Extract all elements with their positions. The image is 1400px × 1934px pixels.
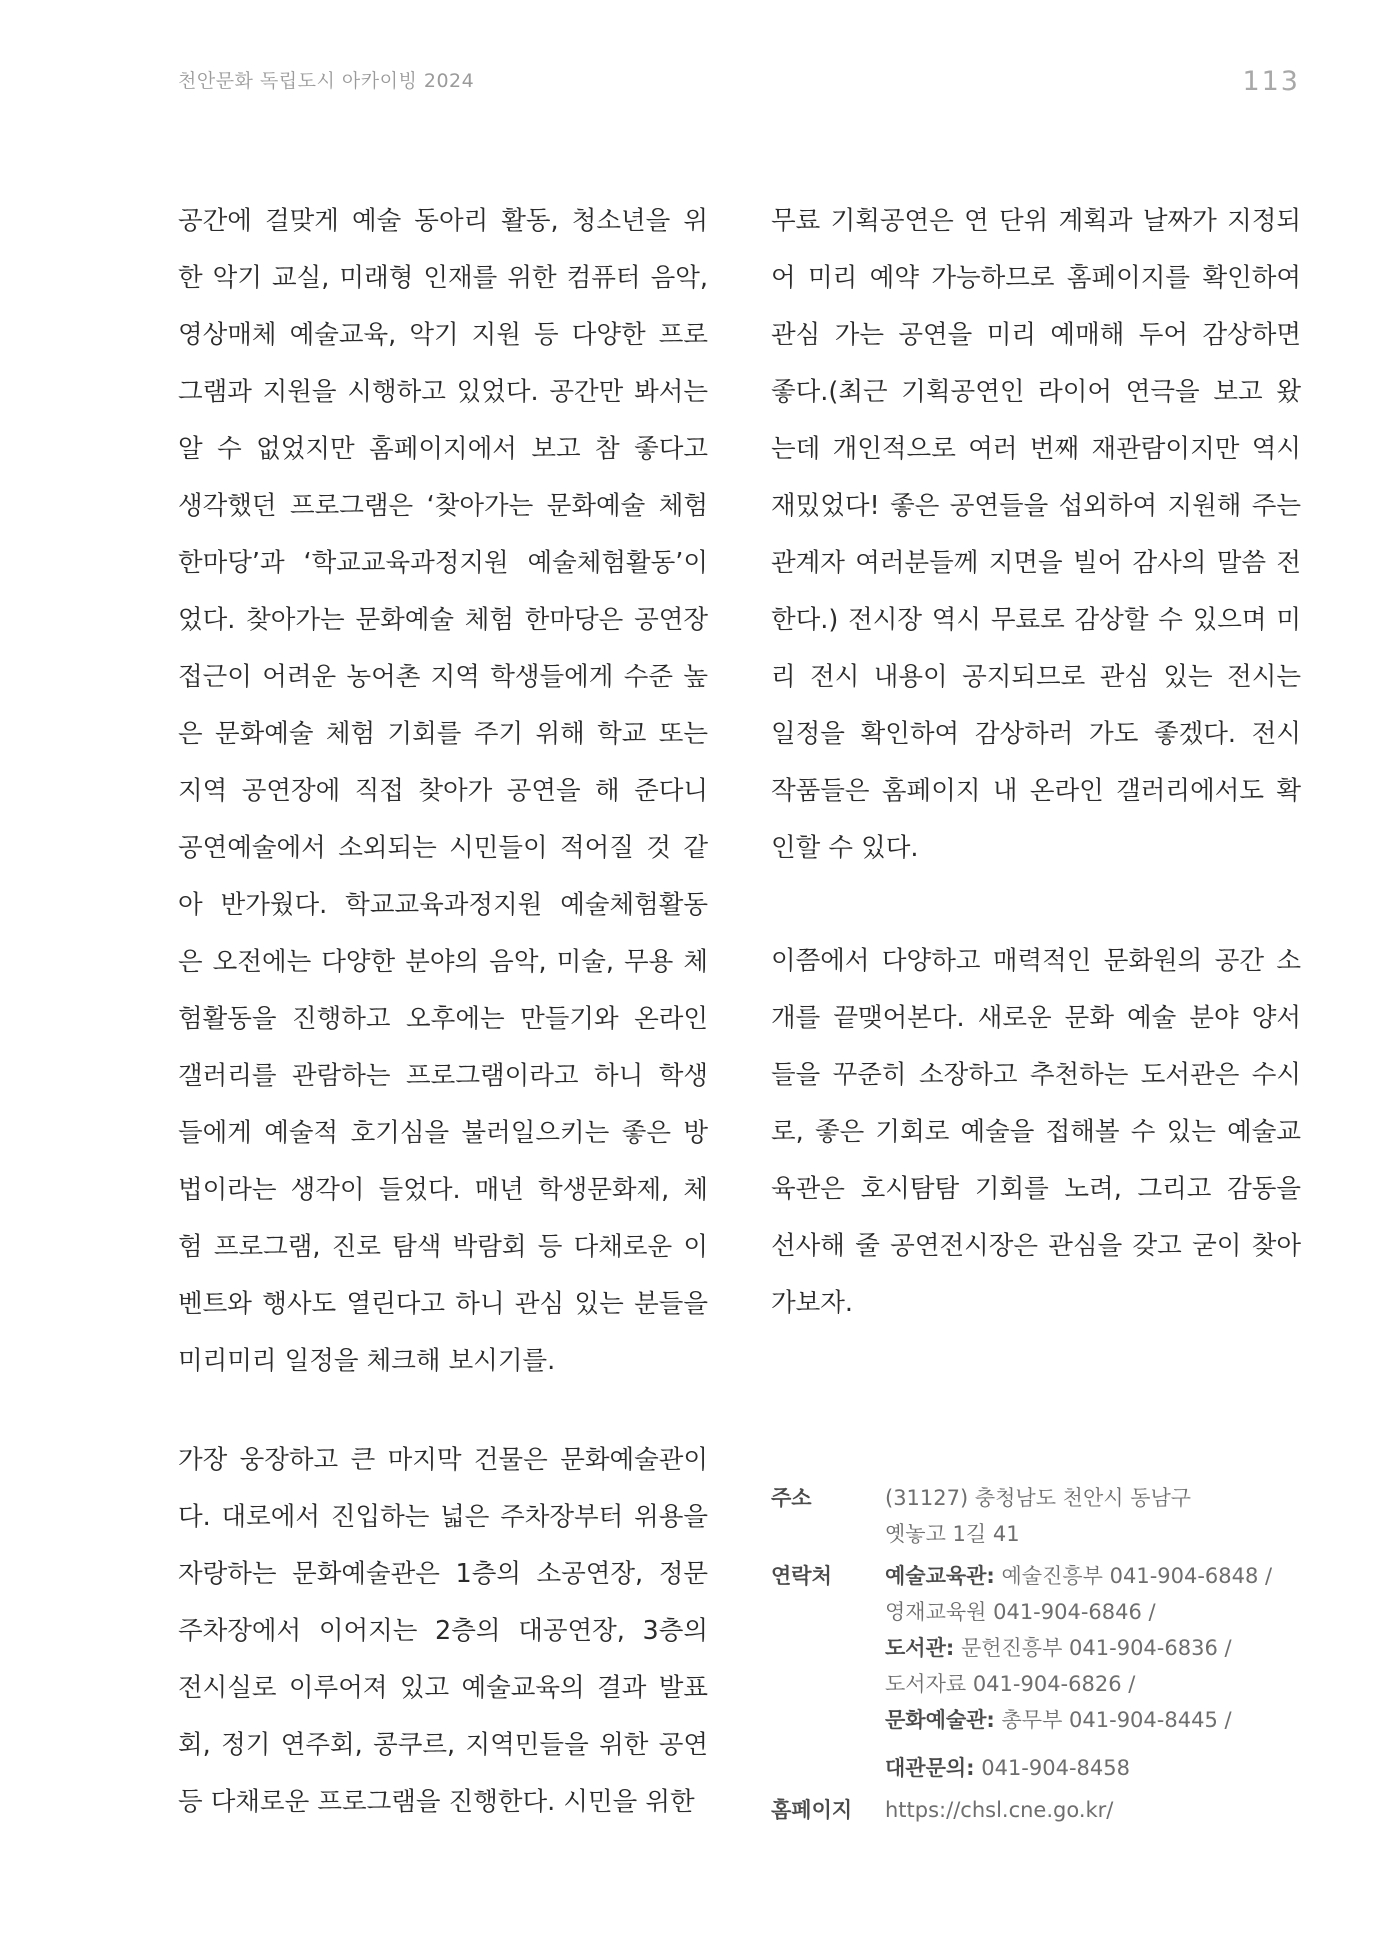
text-line: 갤러리를 관람하는 프로그램이라고 하니 학생 [178, 1061, 708, 1091]
address-line: (31127) 충청남도 천안시 동남구 [885, 1486, 1192, 1510]
rental-phone: 041-904-8458 [974, 1756, 1130, 1780]
culture-phone: 총무부 041-904-8445 / [994, 1708, 1232, 1732]
text-line: 미리미리 일정을 체크해 보시기를. [178, 1346, 556, 1376]
text-line: 접근이 어려운 농어촌 지역 학생들에게 수준 높 [178, 662, 708, 692]
left-paragraph-2 [178, 1432, 708, 1831]
text-line: 주차장에서 이어지는 2층의 대공연장, 3층의 [178, 1616, 708, 1646]
text-line: 는데 개인적으로 여러 번째 재관람이지만 역시 [771, 434, 1301, 464]
contact-line [885, 1702, 1311, 1738]
text-line: 선사해 줄 공연전시장은 관심을 갖고 굳이 찾아 [771, 1231, 1301, 1261]
culture-label: 문화예술관: [885, 1708, 995, 1732]
contact-line: 도서자료 041-904-6826 / [885, 1672, 1136, 1696]
address-line: 옛놓고 1길 41 [885, 1522, 1020, 1546]
running-head: 천안문화 독립도시 아카이빙 2024 [178, 70, 475, 92]
text-line: 관심 가는 공연을 미리 예매해 두어 감상하면 [771, 320, 1301, 350]
left-paragraph-1 [178, 193, 708, 1390]
page-number: 113 [1242, 66, 1300, 97]
text-line: 알 수 없었지만 홈페이지에서 보고 참 좋다고 [178, 434, 708, 464]
right-paragraph-1 [771, 193, 1301, 877]
text-line: 험 프로그램, 진로 탐색 박람회 등 다채로운 이 [178, 1232, 708, 1262]
text-line: 리 전시 내용이 공지되므로 관심 있는 전시는 [771, 662, 1301, 692]
contact-line [885, 1630, 1311, 1666]
text-line: 관계자 여러분들께 지면을 빌어 감사의 말씀 전 [771, 548, 1301, 578]
text-line: 공연예술에서 소외되는 시민들이 적어질 것 같 [178, 833, 708, 863]
text-line: 공간에 걸맞게 예술 동아리 활동, 청소년을 위 [178, 206, 708, 236]
text-line: 었다. 찾아가는 문화예술 체험 한마당은 공연장 [178, 605, 708, 635]
text-line: 그램과 지원을 시행하고 있었다. 공간만 봐서는 [178, 377, 708, 407]
library-phone: 문헌진흥부 041-904-6836 / [954, 1636, 1232, 1660]
text-line: 은 오전에는 다양한 분야의 음악, 미술, 무용 체 [178, 947, 708, 977]
text-line: 법이라는 생각이 들었다. 매년 학생문화제, 체 [178, 1175, 708, 1205]
contact-line: 영재교육원 041-904-6846 / [885, 1600, 1156, 1624]
text-line: 험활동을 진행하고 오후에는 만들기와 온라인 [178, 1004, 708, 1034]
homepage-row [771, 1792, 1311, 1828]
contact-line [885, 1750, 1311, 1786]
arts-edu-label: 예술교육관: [885, 1564, 995, 1588]
text-line: 재밌었다! 좋은 공연들을 섭외하여 지원해 주는 [771, 491, 1301, 521]
info-box [771, 1480, 1311, 1828]
homepage-link[interactable]: https://chsl.cne.go.kr/ [885, 1798, 1114, 1822]
text-line: 아 반가웠다. 학교교육과정지원 예술체험활동 [178, 890, 708, 920]
text-line: 생각했던 프로그램은 ‘찾아가는 문화예술 체험 [178, 491, 708, 521]
text-line: 작품들은 홈페이지 내 온라인 갤러리에서도 확 [771, 776, 1301, 806]
text-line: 벤트와 행사도 열린다고 하니 관심 있는 분들을 [178, 1289, 708, 1319]
text-line: 한다.) 전시장 역시 무료로 감상할 수 있으며 미 [771, 605, 1301, 635]
text-line: 등 다채로운 프로그램을 진행한다. 시민을 위한 [178, 1787, 695, 1817]
address-row [771, 1480, 1311, 1552]
contact-line [885, 1558, 1311, 1594]
text-line: 들에게 예술적 호기심을 불러일으키는 좋은 방 [178, 1118, 708, 1148]
text-line: 이쯤에서 다양하고 매력적인 문화원의 공간 소 [771, 946, 1301, 976]
text-line: 영상매체 예술교육, 악기 지원 등 다양한 프로 [178, 320, 708, 350]
right-paragraph-2 [771, 933, 1301, 1332]
text-line: 회, 정기 연주회, 콩쿠르, 지역민들을 위한 공연 [178, 1730, 708, 1760]
arts-edu-phone: 예술진흥부 041-904-6848 / [994, 1564, 1273, 1588]
text-line: 한마당’과 ‘학교교육과정지원 예술체험활동’이 [178, 548, 708, 578]
text-line: 어 미리 예약 가능하므로 홈페이지를 확인하여 [771, 263, 1301, 293]
text-line: 로, 좋은 기회로 예술을 접해볼 수 있는 예술교 [771, 1117, 1301, 1147]
homepage-label: 홈페이지 [771, 1798, 853, 1822]
text-line: 자랑하는 문화예술관은 1층의 소공연장, 정문 [178, 1559, 708, 1589]
text-line: 육관은 호시탐탐 기회를 노려, 그리고 감동을 [771, 1174, 1301, 1204]
contact-label: 연락처 [771, 1564, 832, 1588]
text-line: 한 악기 교실, 미래형 인재를 위한 컴퓨터 음악, [178, 263, 708, 293]
text-line: 가장 웅장하고 큰 마지막 건물은 문화예술관이 [178, 1445, 708, 1475]
text-line: 지역 공연장에 직접 찾아가 공연을 해 준다니 [178, 776, 708, 806]
text-line: 전시실로 이루어져 있고 예술교육의 결과 발표 [178, 1673, 708, 1703]
rental-label: 대관문의: [885, 1756, 975, 1780]
text-line: 들을 꾸준히 소장하고 추천하는 도서관은 수시 [771, 1060, 1301, 1090]
text-line: 무료 기획공연은 연 단위 계획과 날짜가 지정되 [771, 206, 1301, 236]
contact-row [771, 1558, 1311, 1786]
text-line: 다. 대로에서 진입하는 넓은 주차장부터 위용을 [178, 1502, 708, 1532]
text-line: 은 문화예술 체험 기회를 주기 위해 학교 또는 [178, 719, 708, 749]
library-label: 도서관: [885, 1636, 955, 1660]
text-line: 좋다.(최근 기획공연인 라이어 연극을 보고 왔 [771, 377, 1301, 407]
text-line: 인할 수 있다. [771, 833, 919, 863]
text-line: 개를 끝맺어본다. 새로운 문화 예술 분야 양서 [771, 1003, 1301, 1033]
text-line: 일정을 확인하여 감상하러 가도 좋겠다. 전시 [771, 719, 1301, 749]
address-label: 주소 [771, 1486, 812, 1510]
text-line: 가보자. [771, 1288, 854, 1318]
